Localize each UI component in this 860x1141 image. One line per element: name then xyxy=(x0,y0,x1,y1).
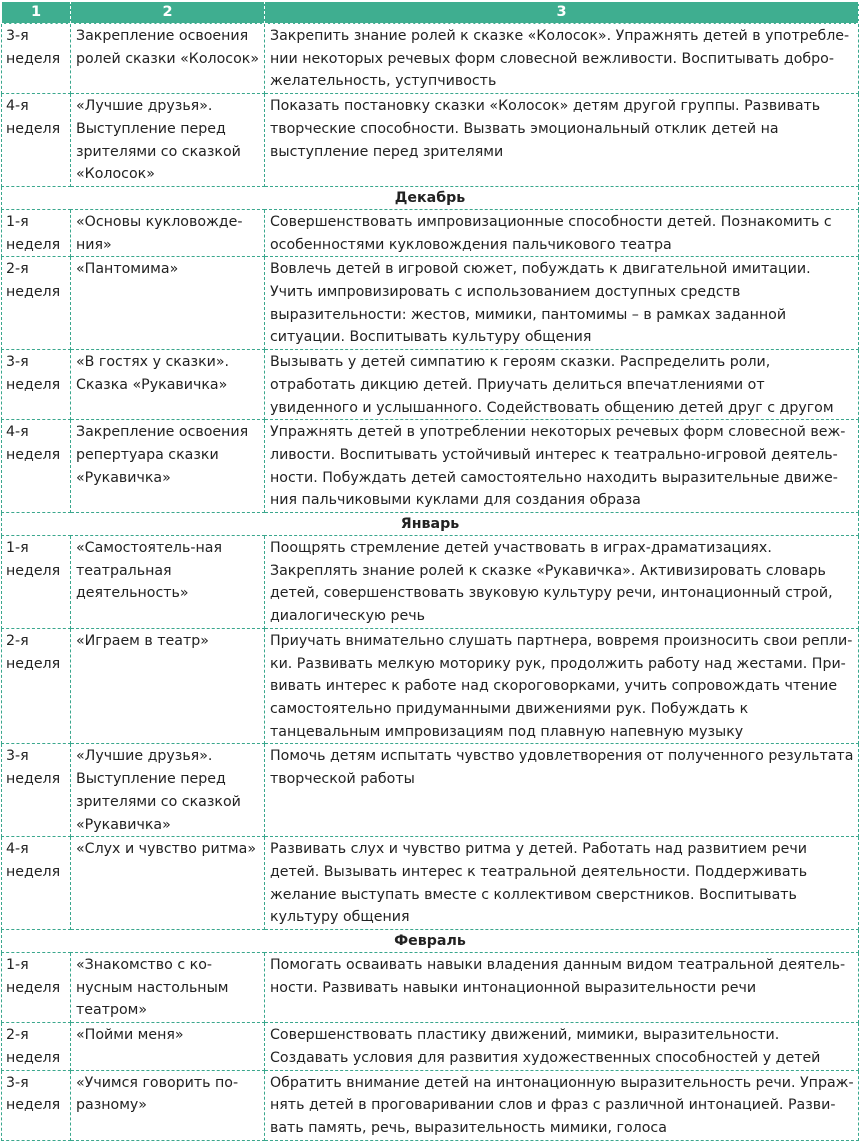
topic-cell: Закрепление освоения ролей сказки «Колосок» xyxy=(71,24,265,94)
goals-cell: Поощрять стремление детей участвовать в играх-драматизациях. Закреплять знание ролей к сказке «Рукавичка». Активизировать словарь детей, совершенствовать звуковую культуру речи, интонационный строй, диалогическую речь xyxy=(265,536,859,629)
topic-cell: «В гостях у сказки». Сказка «Рукавичка» xyxy=(71,350,265,420)
header-col-2: 2 xyxy=(71,2,265,24)
table-row xyxy=(2,94,859,187)
week-cell: 1-я неделя xyxy=(2,953,71,1023)
week-cell: 2-я неделя xyxy=(2,257,71,350)
month-row xyxy=(2,186,859,209)
goals-cell: Приучать внимательно слушать партнера, вовремя произносить свои реплики. Развивать мелкую моторику рук, продолжить работу над жестами. Прививать интерес к работе над скороговорками, учить сопровождать чтение самостоятельно придуманными движениями рук. Побуждать к танцевальным импровизациям под плавную напевную музыку xyxy=(265,628,859,744)
week-cell: 3-я неделя xyxy=(2,350,71,420)
header-row xyxy=(2,2,859,24)
month-row xyxy=(2,513,859,536)
topic-cell: «Играем в театр» xyxy=(71,628,265,744)
header-col-1: 1 xyxy=(2,2,71,24)
topic-cell: «Пантомима» xyxy=(71,257,265,350)
week-cell: 3-я неделя xyxy=(2,24,71,94)
week-cell: 1-я неделя xyxy=(2,209,71,256)
month-heading: Январь xyxy=(2,513,859,536)
topic-cell: «Знакомство с конусным настольным театром» xyxy=(71,953,265,1023)
table-row xyxy=(2,953,859,1023)
topic-cell: Закрепление освоения репертуара сказки «Рукавичка» xyxy=(71,420,265,513)
week-cell: 3-я неделя xyxy=(2,1070,71,1140)
topic-cell: «Основы кукловождения» xyxy=(71,209,265,256)
goals-cell: Показать постановку сказки «Колосок» детям другой группы. Развивать творческие способности. Вызвать эмоциональный отклик детей на выступление перед зрителями xyxy=(265,94,859,187)
goals-cell: Совершенствовать пластику движений, мимики, выразительности. Создавать условия для развития художественных способностей у детей xyxy=(265,1023,859,1070)
topic-cell: «Учимся говорить по-разному» xyxy=(71,1070,265,1140)
topic-cell: «Лучшие друзья». Выступление перед зрителями со сказкой «Колосок» xyxy=(71,94,265,187)
goals-cell: Упражнять детей в употреблении некоторых речевых форм словесной вежливости. Воспитывать устойчивый интерес к театрально-игровой деятельности. Побуждать детей самостоятельно находить выразительные движения пальчиковыми куклами для создания образа xyxy=(265,420,859,513)
topic-cell: «Пойми меня» xyxy=(71,1023,265,1070)
goals-cell: Закрепить знание ролей к сказке «Колосок». Упражнять детей в употреблении некоторых речевых форм словесной вежливости. Воспитывать доброжелательность, уступчивость xyxy=(265,24,859,94)
goals-cell: Помогать осваивать навыки владения данным видом театральной деятельности. Развивать навыки интонационной выразительности речи xyxy=(265,953,859,1023)
table-row xyxy=(2,420,859,513)
table-row xyxy=(2,536,859,629)
week-cell: 2-я неделя xyxy=(2,628,71,744)
week-cell: 4-я неделя xyxy=(2,837,71,930)
month-row xyxy=(2,930,859,953)
week-cell: 1-я неделя xyxy=(2,536,71,629)
goals-cell: Обратить внимание детей на интонационную выразительность речи. Упражнять детей в проговаривании слов и фраз с различной интонацией. Развивать память, речь, выразительность мимики, голоса xyxy=(265,1070,859,1140)
goals-cell: Вовлечь детей в игровой сюжет, побуждать к двигательной имитации. Учить импровизировать с использованием доступных средств выразительности: жестов, мимики, пантомимы – в рамках заданной ситуации. Воспитывать культуру общения xyxy=(265,257,859,350)
table-row xyxy=(2,628,859,744)
table-row xyxy=(2,209,859,256)
table-row xyxy=(2,257,859,350)
topic-cell: «Самостоятель-ная театральная деятельность» xyxy=(71,536,265,629)
week-cell: 2-я неделя xyxy=(2,1023,71,1070)
goals-cell: Помочь детям испытать чувство удовлетворения от полученного результата творческой работы xyxy=(265,744,859,837)
table-row xyxy=(2,744,859,837)
week-cell: 4-я неделя xyxy=(2,94,71,187)
table-row xyxy=(2,1070,859,1140)
topic-cell: «Слух и чувство ритма» xyxy=(71,837,265,930)
table-row xyxy=(2,1023,859,1070)
table-row xyxy=(2,837,859,930)
goals-cell: Развивать слух и чувство ритма у детей. Работать над развитием речи детей. Вызывать интерес к театральной деятельности. Поддерживать желание выступать вместе с коллективом сверстников. Воспитывать культуру общения xyxy=(265,837,859,930)
goals-cell: Вызывать у детей симпатию к героям сказки. Распределить роли, отработать дикцию детей. Приучать делиться впечатлениями от увиденного и услышанного. Содействовать общению детей друг с другом xyxy=(265,350,859,420)
plan-table xyxy=(1,1,859,1141)
month-heading: Декабрь xyxy=(2,186,859,209)
week-cell: 4-я неделя xyxy=(2,420,71,513)
header-col-3: 3 xyxy=(265,2,859,24)
month-heading: Февраль xyxy=(2,930,859,953)
week-cell: 3-я неделя xyxy=(2,744,71,837)
table-row xyxy=(2,24,859,94)
topic-cell: «Лучшие друзья». Выступление перед зрителями со сказкой «Рукавичка» xyxy=(71,744,265,837)
table-row xyxy=(2,350,859,420)
goals-cell: Совершенствовать импровизационные способности детей. Познакомить с особенностями кукловождения пальчикового театра xyxy=(265,209,859,256)
